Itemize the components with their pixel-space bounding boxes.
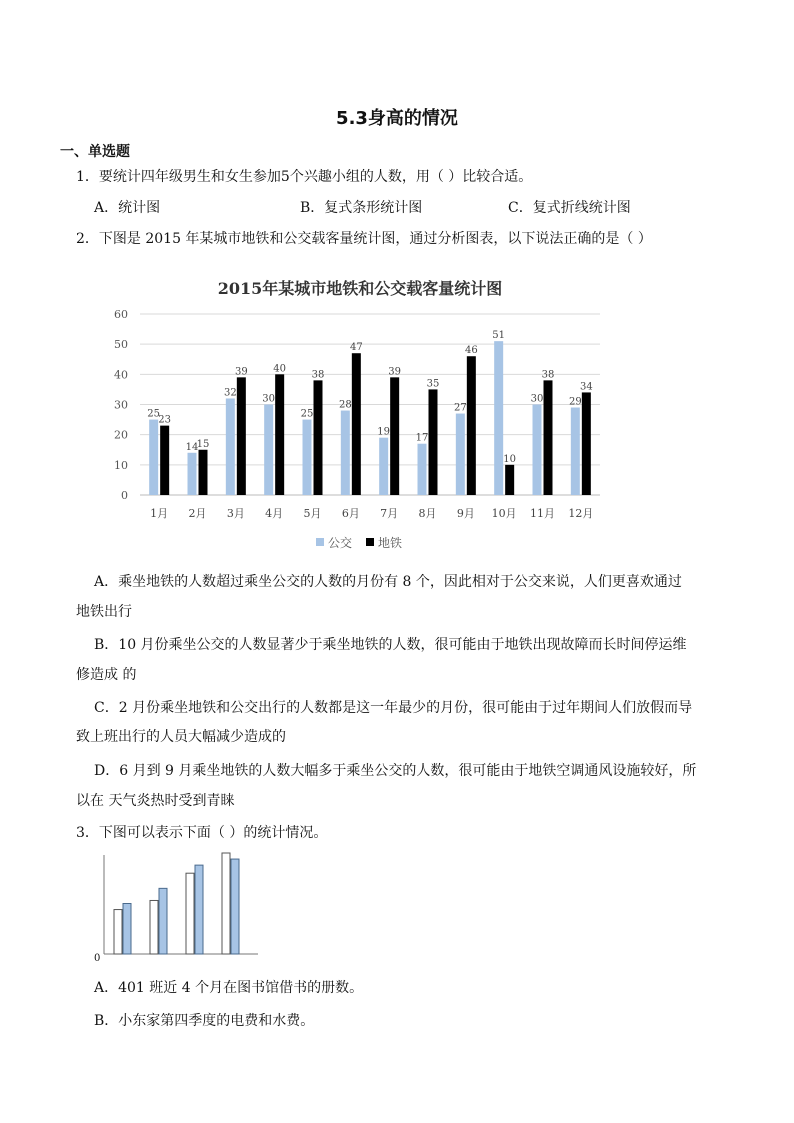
x-tick-label: 10月 (491, 507, 517, 520)
x-tick-label: 4月 (265, 507, 284, 520)
question-2-option-a-line2: 地铁出行 (76, 604, 132, 620)
bar-blue (231, 859, 239, 954)
legend-swatch-subway (366, 538, 374, 546)
bar-white (222, 853, 230, 954)
y-tick-label: 30 (114, 398, 128, 412)
data-label: 38 (541, 369, 555, 381)
x-tick-label: 8月 (418, 507, 437, 520)
x-tick-label: 9月 (456, 507, 475, 520)
section-heading: 一、单选题 (60, 144, 130, 160)
y-tick-label: 40 (114, 368, 128, 382)
question-1-stem: 1．要统计四年级男生和女生参加5个兴趣小组的人数，用（ ）比较合适。 (76, 169, 533, 185)
legend-swatch-bus (316, 538, 324, 546)
y-tick-label: 60 (114, 308, 128, 321)
data-label: 35 (426, 378, 440, 390)
bar-bus (571, 408, 580, 495)
data-label: 51 (492, 330, 506, 342)
bar-bus (341, 411, 350, 495)
question-2-option-b-line1: B．10 月份乘坐公交的人数显著少于乘坐地铁的人数，很可能由于地铁出现故障而长时间停运维 (94, 637, 687, 653)
question-2-option-d-line2: 以在 天气炎热时受到青睐 (76, 793, 235, 809)
data-label: 47 (349, 342, 363, 354)
bar-bus (456, 414, 465, 495)
bar-subway (199, 450, 208, 495)
question-3-option-a: A．401 班近 4 个月在图书馆借书的册数。 (94, 980, 364, 996)
question-1-option-b: B．复式条形统计图 (300, 200, 423, 216)
chart-subway-bus (100, 262, 620, 562)
bar-subway (390, 377, 399, 495)
data-label: 39 (388, 366, 402, 378)
question-2-option-b-line2: 修造成 的 (76, 667, 137, 683)
question-2-option-c-line1: C．2 月份乘坐地铁和公交出行的人数都是这一年最少的月份，很可能由于过年期间人们放假而导 (94, 700, 693, 716)
data-label: 25 (300, 408, 314, 420)
bar-white (114, 910, 122, 954)
x-tick-label: 12月 (568, 507, 594, 520)
chart-legend (316, 535, 402, 550)
x-tick-label: 2月 (188, 507, 207, 520)
y-tick-label: 0 (121, 489, 128, 502)
question-1-option-c: C．复式折线统计图 (508, 200, 631, 216)
question-1-option-a: A．统计图 (94, 200, 161, 216)
bar-subway (160, 426, 169, 495)
data-label: 32 (223, 387, 237, 399)
x-tick-label: 3月 (226, 507, 245, 520)
bar-subway (237, 377, 246, 495)
data-label: 27 (453, 402, 467, 414)
data-label: 23 (158, 414, 172, 426)
x-tick-label: 1月 (150, 507, 169, 520)
question-3-option-b: B．小东家第四季度的电费和水费。 (94, 1013, 315, 1029)
bar-subway (505, 465, 514, 495)
data-label: 25 (147, 408, 161, 420)
data-label: 40 (273, 363, 287, 375)
legend-label: 公交 (328, 536, 353, 550)
bar-bus (494, 341, 503, 495)
data-label: 46 (464, 345, 478, 357)
bar-subway (582, 392, 591, 495)
chart-y-tick-labels (114, 308, 128, 502)
question-2-option-c-line2: 致上班出行的人员大幅减少造成的 (76, 729, 286, 745)
y-tick-label: 20 (114, 428, 128, 442)
data-label: 30 (262, 393, 276, 405)
data-label: 14 (185, 441, 199, 453)
bar-bus (149, 420, 158, 495)
bar-subway (467, 356, 476, 495)
chart-bars (149, 341, 591, 495)
legend-label: 地铁 (378, 536, 403, 550)
y-tick-label: 50 (114, 338, 128, 352)
chart-small-bars (88, 845, 268, 965)
bar-blue (123, 904, 131, 955)
data-label: 39 (234, 366, 248, 378)
bar-white (150, 900, 158, 954)
x-tick-label: 6月 (341, 507, 360, 520)
page-title: 5.3身高的情况 (336, 108, 458, 129)
question-2-option-d-line1: D．6 月到 9 月乘坐地铁的人数大幅多于乘坐公交的人数，很可能由于地铁空调通风设施较好，所 (94, 763, 697, 779)
data-label: 10 (503, 453, 517, 465)
chart-grid (140, 314, 600, 495)
question-3-stem: 3．下图可以表示下面（ ）的统计情况。 (76, 825, 328, 841)
bar-bus (533, 405, 542, 496)
chart-title: 2015年某城市地铁和公交载客量统计图 (217, 279, 503, 298)
question-2-stem: 2．下图是 2015 年某城市地铁和公交载客量统计图，通过分析图表，以下说法正确的是（ ） (76, 231, 652, 247)
x-tick-label: 11月 (530, 507, 555, 520)
data-label: 29 (568, 396, 582, 408)
data-label: 30 (530, 393, 544, 405)
bar-bus (379, 438, 388, 495)
bar-subway (352, 353, 361, 495)
bar-subway (314, 380, 323, 495)
data-label: 38 (311, 369, 325, 381)
question-2-option-a-line1: A．乘坐地铁的人数超过乘坐公交的人数的月份有 8 个，因此相对于公交来说，人们更喜欢通过 (94, 574, 682, 590)
bar-blue (195, 865, 203, 954)
bar-bus (226, 398, 235, 495)
y-tick-label: 10 (114, 458, 128, 472)
data-label: 28 (338, 399, 352, 411)
data-label: 17 (415, 432, 429, 444)
bar-bus (264, 405, 273, 496)
data-label: 34 (579, 381, 593, 393)
bar-bus (303, 420, 312, 495)
bar-subway (275, 374, 284, 495)
data-label: 15 (196, 438, 210, 450)
bar-subway (544, 380, 553, 495)
chart-data-labels (147, 330, 592, 465)
bar-white (186, 873, 194, 954)
x-tick-label: 5月 (303, 507, 322, 520)
chart-x-tick-labels (150, 507, 593, 520)
data-label: 19 (377, 426, 391, 438)
bar-bus (418, 444, 427, 495)
bar-blue (159, 888, 167, 954)
bar-bus (188, 453, 197, 495)
small-chart-zero-label: 0 (94, 953, 101, 964)
bar-subway (429, 389, 438, 495)
small-chart-bars (114, 853, 239, 954)
x-tick-label: 7月 (380, 507, 399, 520)
